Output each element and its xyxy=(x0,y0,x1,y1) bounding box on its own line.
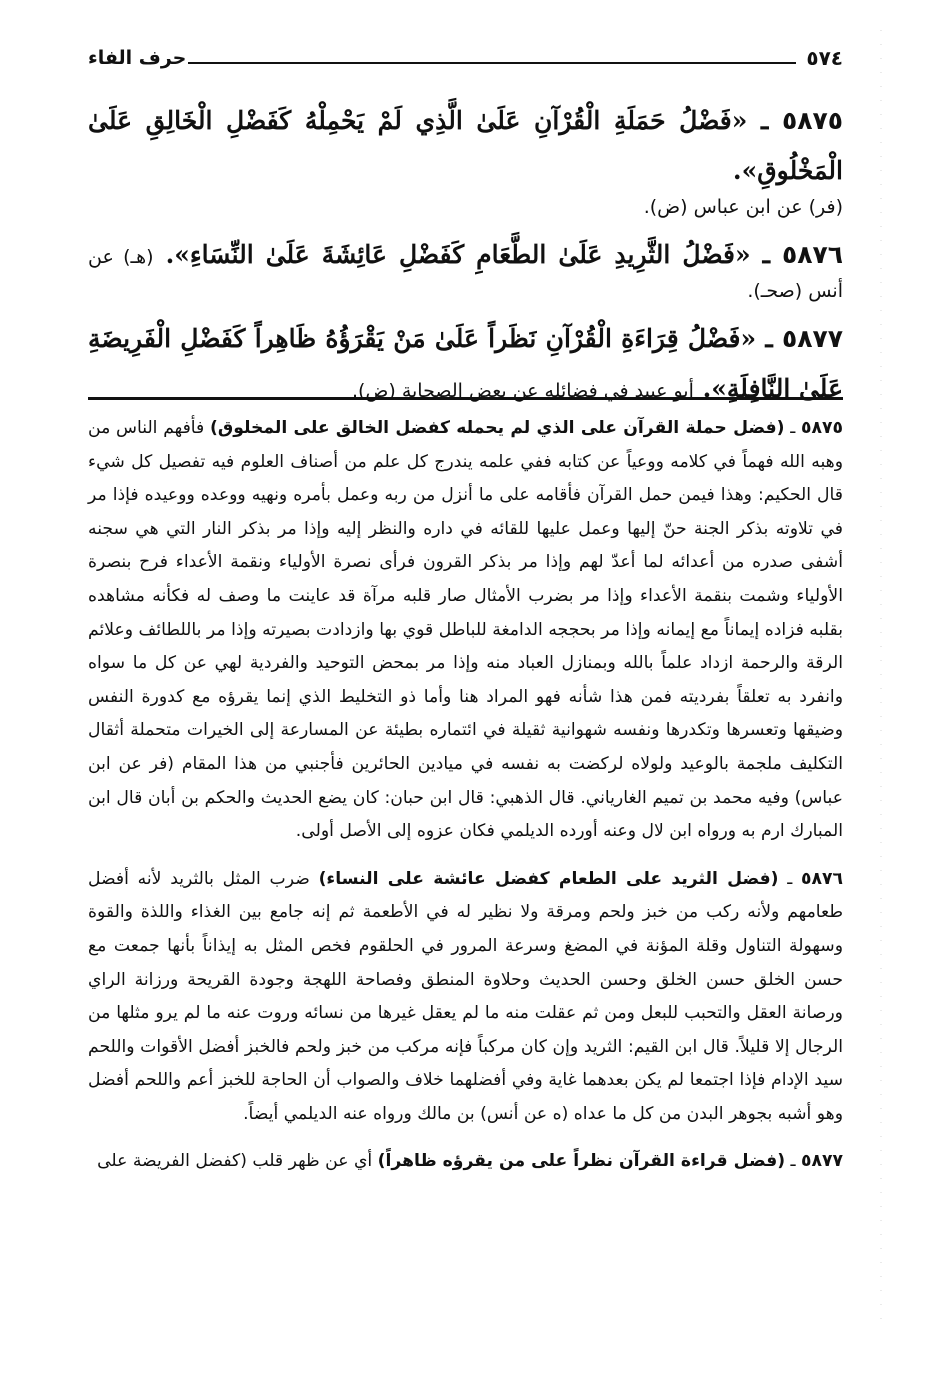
commentary-5875 xyxy=(88,412,843,849)
commentary-number: ٥٨٧٧ xyxy=(801,1151,843,1172)
commentary-body: فأفهم الناس من وهبه الله فهماً في كلامه ووعياً عن كتابه ففي علمه يندرج كل علم من أصناف العلوم فيه تفصيل كل شيء قال الحكيم: وهذا فيمن حمل القرآن فأقامه على ما أنزل من ربه وعمل بأمره ونهيه ووعده ووعيده فإذا مر في تلاوته بذكر الجنة حنّ إليها وعمل عليها للقائه في داره والنظر إليه وإذا مر بذكر النار التي هي سجنه أشفى صدره من أعدائه لما أعدّ لهم وإذا مر بذكر القرون فرأى نصرة الأولياء ونقمة الأعداء فرح بنصرة الأولياء وشمت بنقمة الأعداء وإذا مر بضرب الأمثال صار قلبه مرآة قد عاينت ما وصف له فكأنه مشاهده بقلبه فزاده إيماناً مع إيمانه وإذا مر بحججه الدامغة للباطل قوي بها وازدادت بصيرته وإذا مر باللطائف وعلائم الرقة والرحمة ازداد علماً بالله وبمنازل العباد منه وإذا مر بمحض التوحيد والفردية لهي عن كل ما سواه وانفرد به تعلقاً بفرديته فمن هذا شأنه فهو المراد هنا وأما ذو التخليط الذي إنما يقرؤه مع كدورة النفس وضيقها وتعسرها وتكدرها ونفسه شهوانية ثقيلة في ائتماره بطيئة عن المسارعة إلى الخيرات متحملة أثقال التكليف ملجمة بالوعيد ولولاه لركضت به نفسه في ميادين الحائرين فأجنبي من هذا المقام (فر عن ابن عباس) وفيه محمد بن تميم الغارياني. قال الذهبي: قال ابن حبان: كان يضع الحديث والحكم بن أبان قال ابن المبارك ارم به ورواه ابن لال وعنه أورده الديلمي فكان عزوه إلى الأصل أولى. xyxy=(88,418,843,842)
commentary-dash: ـ xyxy=(785,1151,796,1172)
hadith-source: (هـ) عن أنس (صحـ). xyxy=(88,246,843,302)
commentary-number: ٥٨٧٦ xyxy=(801,868,844,889)
commentary-5876 xyxy=(88,863,843,1132)
hadith-entry-5875 xyxy=(88,96,843,218)
hadith-source: أبو عبيد في فضائله عن بعض الصحابة (ض). xyxy=(351,380,694,402)
hadith-dash: ـ xyxy=(756,324,773,353)
scan-speckle xyxy=(880,30,882,1330)
page-number: ٥٧٤ xyxy=(806,46,843,70)
hadith-dash: ـ xyxy=(747,106,769,135)
hadith-text: «فَضْلُ حَمَلَةِ الْقُرْآنِ عَلَىٰ الَّذِي لَمْ يَحْمِلْهُ كَفَضْلِ الْخَالِقِ عَلَىٰ الْمَخْلُوقِ». xyxy=(88,106,843,185)
hadith-number: ٥٨٧٦ xyxy=(781,240,843,269)
hadith-number: ٥٨٧٥ xyxy=(781,106,843,135)
hadith-number: ٥٨٧٧ xyxy=(781,324,843,353)
hadith-text: «فَضْلُ الثَّرِيدِ عَلَىٰ الطَّعَامِ كَفَضْلِ عَائِشَةَ عَلَىٰ النِّسَاءِ». xyxy=(165,240,751,269)
commentary-body: أي عن ظهر قلب (كفضل الفريضة على xyxy=(97,1151,373,1172)
commentary-dash: ـ xyxy=(784,418,796,438)
commentary-body: ضرب المثل بالثريد لأنه أفضل طعامهم ولأنه ركب من خبز ولحم ومرقة ولا نظير له في الأطعمة ثم إنه جامع بين الغذاء واللذة والقوة وسهولة التناول وقلة المؤنة في المضغ وسرعة المرور في الحلقوم فخص المثل به إيذاناً بأنها جمعت مع حسن الخلق حسن الخلق وحسن الحديث وحلاوة المنطق وفصاحة اللهجة وجودة القريحة ورزانة الراي ورصانة العقل والتحبب للبعل ومن ثم عقلت منه ما لم يعقل غيرها من نسائه وروت عنه ما لم يرو مثلها من الرجال إلا قليلاً. قال ابن القيم: الثريد وإن كان مركباً فإنه مركب من خبز ولحم فالخبز أفضل الأقوات واللحم سيد الإدام فإذا اجتمعا لم يكن بعدهما غاية وفي أفضلهما خلاف والصواب أن الحاجة للخبز أعم واللحم أفضل وهو أشبه بجوهر البدن من كل ما عداه (ه عن أنس) بن مالك ورواه عنه الديلمي أيضاً. xyxy=(88,868,843,1124)
commentary-heading: (فضل حملة القرآن على الذي لم يحمله كفضل الخالق على المخلوق) xyxy=(209,418,785,438)
commentary-dash: ـ xyxy=(778,868,793,889)
hadith-entry-5876 xyxy=(88,230,843,302)
chapter-title: حرف الفاء xyxy=(88,47,187,69)
hadith-text: «فَضْلُ قِرَاءَةِ الْقُرْآنِ نَظَراً عَلَىٰ مَنْ يَقْرَؤُهُ ظَاهِراً كَفَضْلِ الْفَرِيضَةِ عَلَىٰ النَّافِلَةِ». xyxy=(88,324,843,403)
commentary-5877 xyxy=(88,1145,843,1179)
hadith-dash: ـ xyxy=(750,240,770,269)
running-header xyxy=(88,34,843,70)
header-rule xyxy=(188,62,796,64)
commentary-heading: (فضل قراءة القرآن نظراً على من يقرؤه ظاهراً) xyxy=(377,1151,786,1172)
commentary-heading: (فضل الثريد على الطعام كفضل عائشة على النساء) xyxy=(318,868,779,889)
commentary-block xyxy=(88,412,843,1193)
commentary-number: ٥٨٧٥ xyxy=(801,418,843,438)
hadith-source: (فر) عن ابن عباس (ض). xyxy=(643,196,843,218)
footnote-divider xyxy=(88,397,843,400)
hadith-text-block xyxy=(88,96,843,426)
